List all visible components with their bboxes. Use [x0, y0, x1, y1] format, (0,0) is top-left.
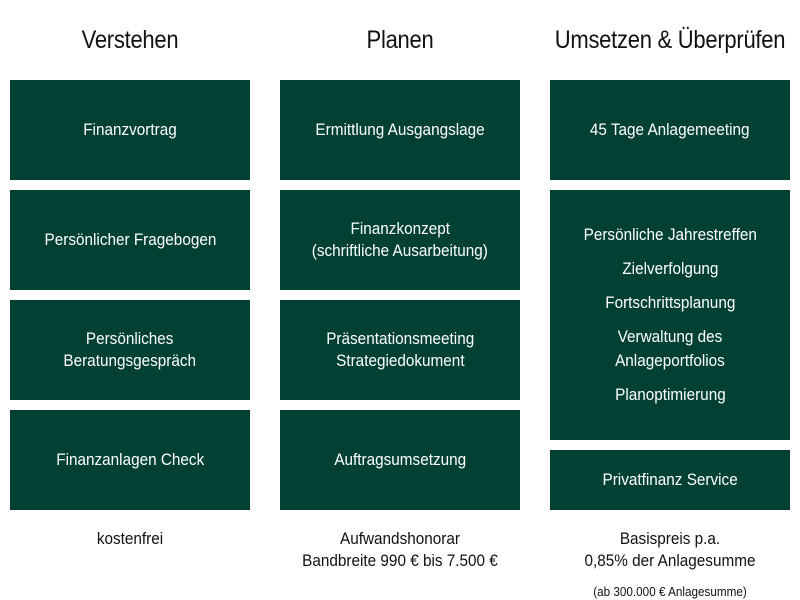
- step-box-praesentationsmeeting: [280, 300, 520, 400]
- column-price-note: [260, 528, 540, 572]
- step-box-privatfinanz-service: [550, 450, 790, 510]
- step-item-portfolioverwaltung-line-1: Verwaltung des: [617, 327, 723, 346]
- column-price-note: [530, 528, 800, 600]
- step-box-betreuung: [550, 190, 790, 440]
- column-price-note: [0, 528, 270, 550]
- step-box-finanzanlagen-check: [10, 410, 250, 510]
- step-label: Finanzvortrag: [83, 120, 177, 139]
- step-box-finanzkonzept: [280, 190, 520, 290]
- step-item-portfolioverwaltung: [615, 325, 725, 373]
- column-title: Planen: [366, 26, 434, 54]
- step-box-ausgangslage: [280, 80, 520, 180]
- step-label-line-1: Finanzkonzept: [350, 219, 450, 238]
- price-line-1: Aufwandshonorar: [340, 529, 460, 548]
- step-label-line-2: (schriftliche Ausarbeitung): [311, 241, 489, 260]
- price-line-1: Basispreis p.a.: [619, 529, 721, 548]
- step-item-portfolioverwaltung-line-2: Anlageportfolios: [615, 351, 725, 370]
- column-planen: [280, 0, 520, 600]
- step-item-zielverfolgung: Zielverfolgung: [621, 259, 719, 278]
- step-label: Finanzanlagen Check: [55, 450, 204, 469]
- step-box-fragebogen: [10, 190, 250, 290]
- step-label-line-2: Strategiedokument: [335, 351, 465, 370]
- step-label: Ermittlung Ausgangslage: [315, 120, 485, 139]
- step-label-line-1: Präsentationsmeeting: [326, 329, 474, 348]
- step-item-jahrestreffen: Persönliche Jahrestreffen: [583, 225, 757, 244]
- price-line-1: kostenfrei: [96, 529, 164, 548]
- step-item-planoptimierung: Planoptimierung: [614, 385, 726, 404]
- step-label: Privatfinanz Service: [602, 470, 738, 489]
- price-footnote: (ab 300.000 € Anlagesumme): [593, 584, 747, 599]
- column-umsetzen-ueberpruefen: [550, 0, 790, 600]
- price-line-2: 0,85% der Anlagesumme: [584, 551, 756, 570]
- step-item-fortschrittsplanung: Fortschrittsplanung: [604, 293, 736, 312]
- step-box-auftragsumsetzung: [280, 410, 520, 510]
- step-label: Auftragsumsetzung: [334, 450, 466, 469]
- step-box-anlagemeeting: [550, 80, 790, 180]
- price-line-2: Bandbreite 990 € bis 7.500 €: [302, 551, 498, 570]
- column-title: Umsetzen & Überprüfen: [554, 26, 786, 54]
- step-label-line-2: Beratungsgespräch: [63, 351, 197, 370]
- column-title: Verstehen: [81, 26, 179, 54]
- step-label-line-1: Persönliches: [86, 329, 174, 348]
- step-box-finanzvortrag: [10, 80, 250, 180]
- step-box-beratungsgespraech: [10, 300, 250, 400]
- step-label: Persönlicher Fragebogen: [44, 230, 216, 249]
- step-label: 45 Tage Anlagemeeting: [590, 120, 750, 139]
- column-verstehen: [10, 0, 250, 600]
